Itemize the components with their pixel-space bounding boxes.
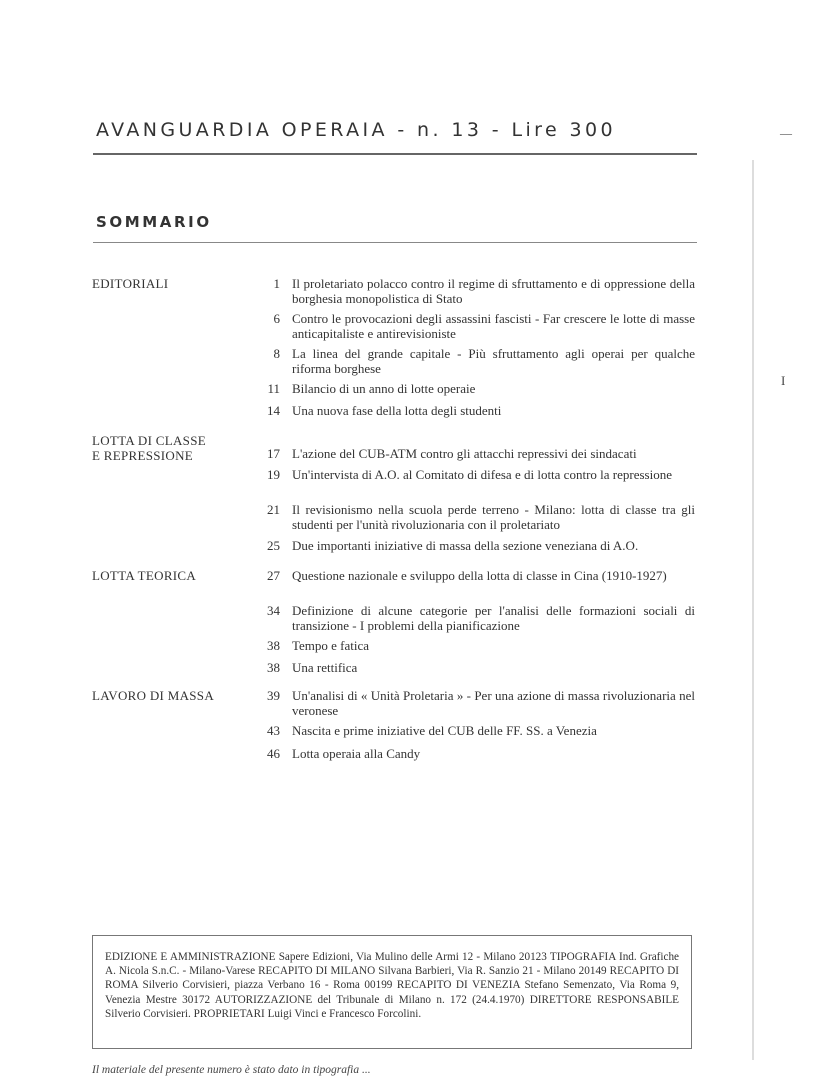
entry-title: Nascita e prime iniziative del CUB delle FF. SS. a Venezia xyxy=(292,723,597,738)
entry-title: Una nuova fase della lotta degli studenti xyxy=(292,403,502,418)
masthead: AVANGUARDIA OPERAIA - n. 13 - Lire 300 xyxy=(96,119,616,141)
imprint-value: Stefano Semenzato, Via Roma 9, Venezia Mestre 30172 xyxy=(105,979,679,1006)
page-number: 14 xyxy=(267,403,280,418)
section-label xyxy=(92,433,206,463)
section-label xyxy=(92,688,214,703)
imprint-value: del Tribunale di Milano n. 172 (24.4.1970) xyxy=(317,993,530,1006)
imprint-value: Ind. Grafiche A. Nicola S.n.C. - Milano-Varese xyxy=(105,951,680,978)
masthead-rule xyxy=(93,153,697,155)
entry-title: Il proletariato polacco contro il regime di sfruttamento e di oppressione della borghesia monopolistica di Stato xyxy=(292,276,695,306)
entry-title: La linea del grande capitale - Più sfruttamento agli operai per qualche riforma borghese xyxy=(292,346,695,376)
imprint-label: AUTORIZZAZIONE xyxy=(214,993,318,1006)
imprint-value: Silverio Corvisieri, piazza Verbano 16 - Roma 00199 xyxy=(142,979,397,992)
page-number: 46 xyxy=(267,746,280,761)
page-number: 25 xyxy=(267,538,280,553)
sommario-rule xyxy=(93,242,697,243)
section-label xyxy=(92,276,168,291)
imprint-text xyxy=(105,950,679,1021)
page-number: 27 xyxy=(267,568,280,583)
entry-title: Definizione di alcune categorie per l'analisi delle formazioni sociali di transizione - I problemi della pianificazione xyxy=(292,603,695,633)
entry-title: Un'intervista di A.O. al Comitato di difesa e di lotta contro la repressione xyxy=(292,467,672,482)
page-number: 21 xyxy=(267,502,280,517)
page-number: 38 xyxy=(267,660,280,675)
imprint-box xyxy=(92,935,692,1049)
imprint-label: EDIZIONE E AMMINISTRAZIONE xyxy=(105,951,279,963)
section-label-line: LOTTA DI CLASSE xyxy=(92,433,206,448)
page-number: 8 xyxy=(273,346,280,361)
page-number: 6 xyxy=(273,311,280,326)
page-number: 17 xyxy=(267,446,280,461)
imprint-label: RECAPITO DI ROMA xyxy=(105,965,679,992)
margin-dash: — xyxy=(780,126,792,140)
imprint-value: Sapere Edizioni, Via Mulino delle Armi 12 - Milano 20123 xyxy=(278,951,550,963)
imprint-label: RECAPITO DI VENEZIA xyxy=(396,979,525,992)
entry-title: L'azione del CUB-ATM contro gli attacchi repressivi dei sindacati xyxy=(292,446,637,461)
section-label-line: LAVORO DI MASSA xyxy=(92,688,215,703)
page-number: 1 xyxy=(273,276,280,291)
section-label-line: LOTTA TEORICA xyxy=(92,568,197,583)
section-label-line: EDITORIALI xyxy=(92,276,169,291)
imprint-value: Silvana Barbieri, Via R. Sanzio 21 - Milano 20149 xyxy=(378,965,610,978)
entry-title: Tempo e fatica xyxy=(292,638,370,653)
imprint-value: Silverio Corvisieri. xyxy=(105,1007,194,1020)
page-number: 11 xyxy=(267,381,280,396)
entry-title: Una rettifica xyxy=(292,660,358,675)
margin-numeral: I xyxy=(781,373,786,388)
imprint-label: RECAPITO DI MILANO xyxy=(258,965,379,978)
entry-title: Bilancio di un anno di lotte operaie xyxy=(292,381,476,396)
entry-title: Un'analisi di « Unità Proletaria » - Per una azione di massa rivoluzionaria nel veronese xyxy=(292,688,695,718)
page-number: 38 xyxy=(267,638,280,653)
entry-title: Due importanti iniziative di massa della sezione veneziana di A.O. xyxy=(292,538,639,553)
page-number: 39 xyxy=(267,688,280,703)
imprint-label: PROPRIETARI xyxy=(193,1007,268,1020)
page-number: 19 xyxy=(267,467,280,482)
section-label-line: E REPRESSIONE xyxy=(92,448,194,463)
entry-title: Questione nazionale e sviluppo della lotta di classe in Cina (1910-1927) xyxy=(292,568,667,583)
imprint-label: TIPOGRAFIA xyxy=(549,951,619,963)
entry-title: Contro le provocazioni degli assassini fascisti - Far crescere le lotte di masse anticapitaliste e antirevisioniste xyxy=(292,311,695,341)
imprint-label: DIRETTORE RESPONSABILE xyxy=(529,993,680,1006)
page-number: 34 xyxy=(267,603,280,618)
page-number: 43 xyxy=(267,723,280,738)
page-edge xyxy=(752,160,754,1060)
section-label xyxy=(92,568,196,583)
entry-title: Lotta operaia alla Candy xyxy=(292,746,421,761)
footer-note: Il materiale del presente numero è stato dato in tipografia ... xyxy=(92,1064,371,1076)
imprint-value: Luigi Vinci e Francesco Forcolini. xyxy=(267,1007,422,1020)
entry-title: Il revisionismo nella scuola perde terreno - Milano: lotta di classe tra gli studenti per l'unità rivoluzionaria con il proletariato xyxy=(292,502,695,532)
sommario-heading: SOMMARIO xyxy=(96,213,212,231)
